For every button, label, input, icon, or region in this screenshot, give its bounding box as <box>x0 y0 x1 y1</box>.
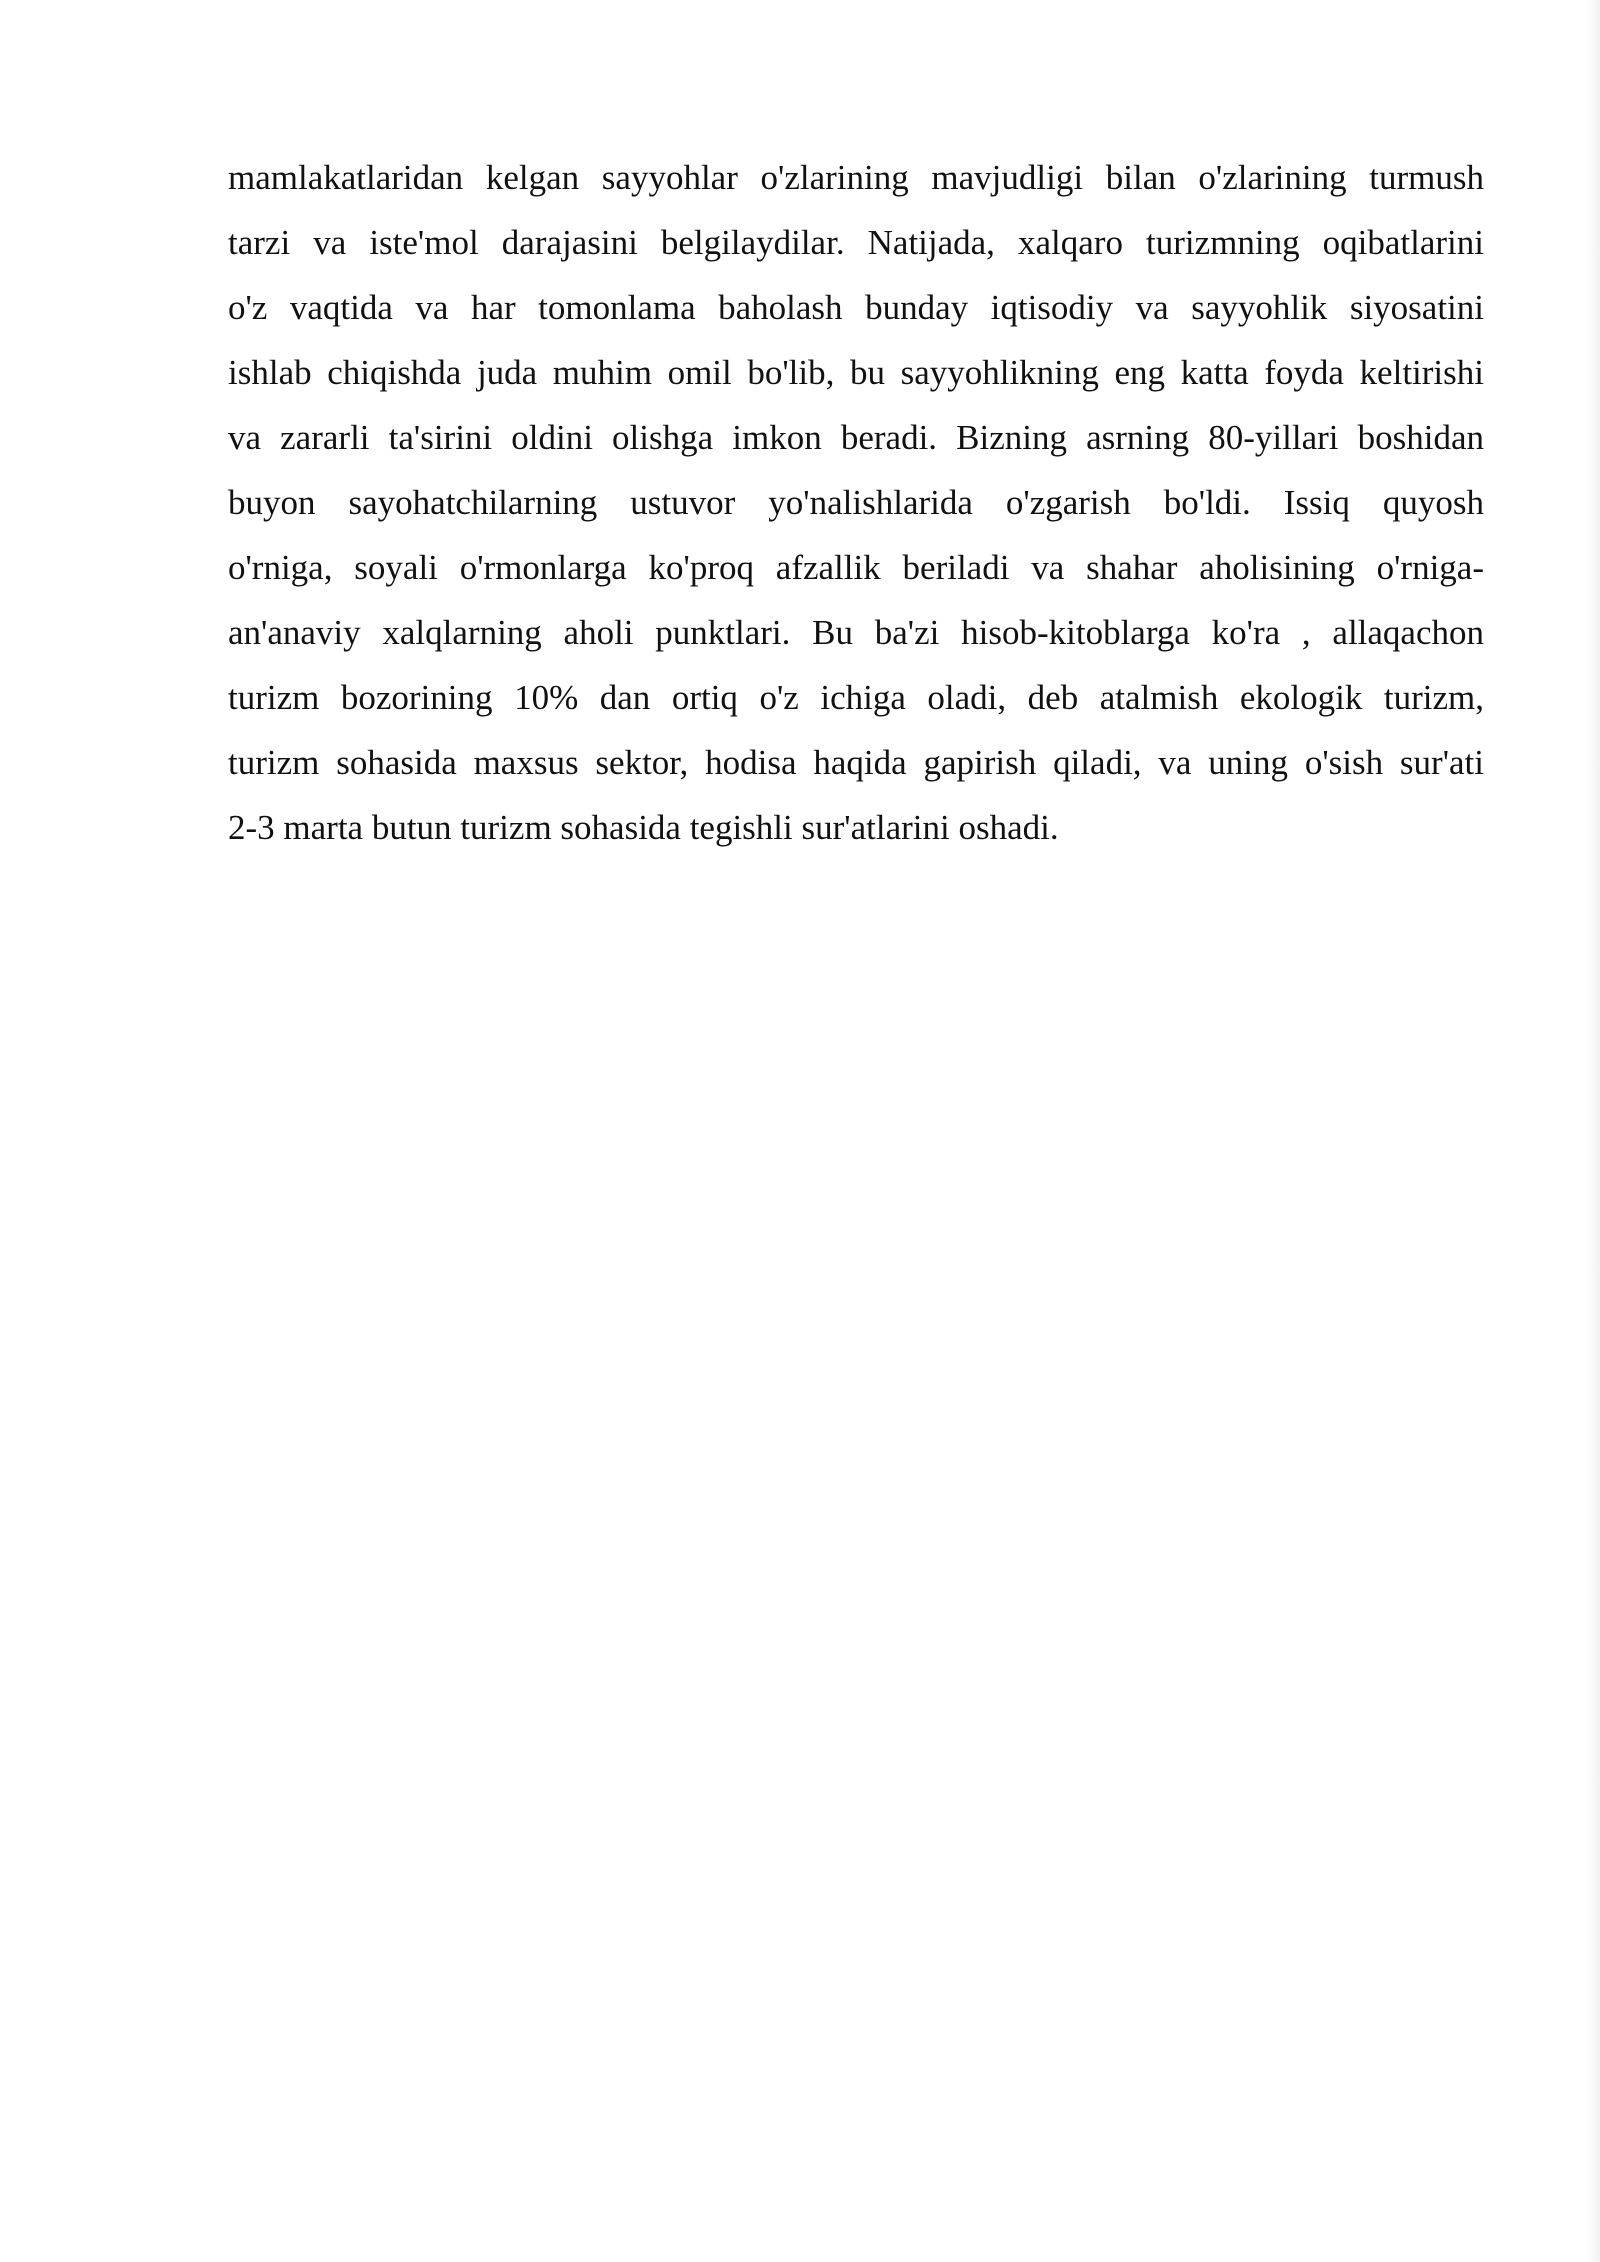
paragraph-line: an'anaviy xalqlarning aholi punktlari. Bu ba'zi hisob-kitoblarga ko'ra , allaqachon <box>228 613 1484 652</box>
paragraph-line: o'z vaqtida va har tomonlama baholash bunday iqtisodiy va sayyohlik siyosatini <box>228 288 1484 327</box>
body-paragraph <box>228 145 1484 860</box>
paragraph-line: o'rniga, soyali o'rmonlarga ko'proq afzallik beriladi va shahar aholisining o'rniga- <box>228 548 1484 587</box>
paragraph-line: ishlab chiqishda juda muhim omil bo'lib, bu sayyohlikning eng katta foyda keltirishi <box>228 353 1484 392</box>
page-edge-shadow <box>1586 0 1600 2262</box>
paragraph-line: mamlakatlaridan kelgan sayyohlar o'zlarining mavjudligi bilan o'zlarining turmush <box>228 158 1484 197</box>
paragraph-line: buyon sayohatchilarning ustuvor yo'nalishlarida o'zgarish bo'ldi. Issiq quyosh <box>228 483 1484 522</box>
paragraph-line: 2-3 marta butun turizm sohasida tegishli sur'atlarini oshadi. <box>228 808 1059 847</box>
paragraph-line: va zararli ta'sirini oldini olishga imkon beradi. Bizning asrning 80-yillari boshidan <box>228 418 1484 457</box>
paragraph-line: turizm sohasida maxsus sektor, hodisa haqida gapirish qiladi, va uning o'sish sur'ati <box>228 743 1484 782</box>
paragraph-line: turizm bozorining 10% dan ortiq o'z ichiga oladi, deb atalmish ekologik turizm, <box>228 678 1484 717</box>
paragraph-line: tarzi va iste'mol darajasini belgilaydilar. Natijada, xalqaro turizmning oqibatlarini <box>228 223 1484 262</box>
